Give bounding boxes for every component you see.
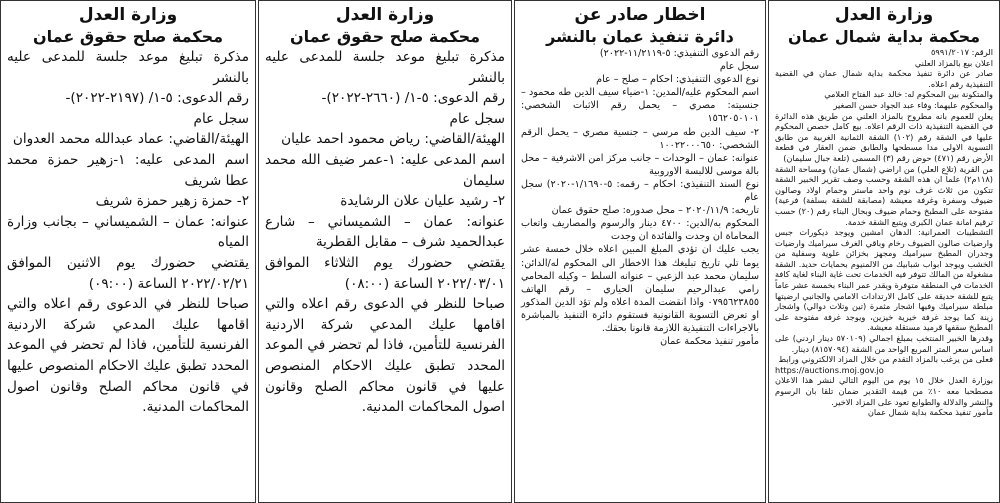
notice-line: ٢- سيف الدين طه مرسي – جنسية مصري – يحمل الرقم الشخصي: ١٠٠٢٢٠٠٠٦٥٠ <box>521 126 759 151</box>
notice-line: التشطيبات العمرانية: الدهان امشين ويوجد ديكورات جبس وارضيات صالون الضيوف رخام وباقي الغرف سيراميك وارضيات وجدران المطبخ سيراميك ومجهز بخزائن علوية وسفلية من الخشب ويوجد ابواب شبابيك من الالمنيوم بحمايات حديد. الشقة مشغولة من المالك تتوفر فيه الخدمات تحت غاية البناء لغاية كافة الخدمات في المنطقة متوفرة ويقدر عمر البناء بخمسة عشر عاماً يتبع للشقة حديقة على كامل الارتدادات الامامي والجانبي ارضيتها مبلطة سيراميك وفيها اشجار مثمرة (تين وتلات دوالي) واشجار زينة كما يوجد غرفة خيرية خيزين، ويوجد غرفة مفتوحة على المطبخ سقفها قرميد مستقلة معيشة. <box>775 227 993 333</box>
notice-line: اسم المحكوم عليه/المدين: ١-ضياء سيف الدين طه محمود – جنسيته: مصري – يحمل رقم الاثبات الشخصي: ١٥٦٢٠٥٠١٠١ <box>521 87 759 125</box>
notice-north-amman-auction <box>768 0 1000 503</box>
notice-line: المحكوم به/الدين: ٤٧٠٠ دينار والرسوم والمصاريف واتعاب المحاماة ان وجدت والفائدة ان وجدت <box>521 218 760 243</box>
notice-line: عنوانه: عمان – الوحدات – جانب مركز امن الاشرفية – محل بالة موسى للالبسة الاوروبية <box>521 152 759 177</box>
notice-heading: اعلان بيع بالمزاد العلني <box>914 57 993 68</box>
notice-title: وزارة العدل <box>834 5 934 25</box>
case-number: الرقم: ٥٩٩١/٢٠١٧ <box>931 47 993 57</box>
notice-line: سجل عام <box>449 110 505 127</box>
notice-line: سجل عام <box>719 61 759 73</box>
notice-line: سجل عام <box>193 110 249 127</box>
notice-line: مذكرة تبليغ موعد جلسة للمدعى عليه بالنشر <box>7 49 249 86</box>
notice-body <box>1 47 255 418</box>
notice-body <box>515 47 765 348</box>
judge-name: الهيئة/القاضي: رياض محمود احمد عليان <box>281 131 505 148</box>
notice-line: نوع السند التنفيذي: احكام – رقمه: ٥-١/١٦٩٠-٢٠٢٠) سجل عام <box>521 178 759 204</box>
hearing-date: يقتضي حضورك يوم الاثنين الموافق ٢٠٢٢/٠٢/٢١ الساعة (٠٩:٠٠) <box>7 254 249 292</box>
notice-subtitle: محكمة صلح حقوق عمان <box>32 27 224 46</box>
notice-line: بوزارة العدل خلال ١٥ يوم من اليوم التالي لنشر هذا الاعلان مصطحبا معه ١٠٪ من قيمة التقدير ضمان تلقا بان الرسوم والنشر والدلالة والطوابع تعود على المزاد الاخير. <box>775 375 993 407</box>
judge-name: الهيئة/القاضي: عماد عبدالله محمد العدوان <box>12 131 249 148</box>
notice-amman-magistrate-1 <box>258 0 512 503</box>
notice-line: والمتكونة بين المحكوم له: خالد عبد الفتاح العلامي <box>824 89 993 100</box>
notice-line: يعلن للعموم بانه مطروح بالمزاد العلني من طريق هذه الدائرة في القضية التنفيذية ذات الرقم اعلاه. بيع كامل حصص المحكوم عليها في الشقة رقم (١٠٢) الشقة الثمانية الغربية من طابق التسوية الاولى مدا مسطحها والطابق ضمن العقار في قطعة الأرض رقم (٤٧١) حوض رقم (٣) المسمى (تلعة جبال سليمان) <box>775 110 993 163</box>
notice-line: والمحكوم عليهما: وفاء عبد الجواد حسن الصغير <box>833 99 993 110</box>
notice-subtitle: محكمة بداية شمال عمان <box>788 27 980 46</box>
notice-line: صباحا للنظر في الدعوى رقم اعلاه والتي اقامها عليك المدعي شركة الاردنية الفرنسية للتأمين، فاذا لم تحضر في الموعد المحدد تطبق عليك الاحكام المنصوص عليها في قانون محاكم الصلح وقانون اصول المحاكمات المدنية. <box>265 296 505 416</box>
notice-amman-execution <box>514 0 766 503</box>
defendant-name: ٢- حمزة زهير حمزة شريف <box>95 193 249 210</box>
defendant-name: اسم المدعى عليه: ١-زهير حمزة محمد عطا شريف <box>7 151 249 189</box>
case-number: رقم الدعوى التنفيذي: ٥-١١/٢١١٩-٢٠٢٢) <box>599 48 759 59</box>
notice-line: صباحا للنظر في الدعوى رقم اعلاه والتي اقامها عليك المدعي شركة الاردنية الفرنسية للتأمين، فاذا لم تحضر في الموعد المحدد تطبق عليك الاحكام المنصوص عليها في قانون محاكم الصلح وقانون اصول المحاكمات المدنية. <box>7 296 249 416</box>
notice-signature: مأمور تنفيذ محكمة عمان <box>660 336 759 348</box>
notice-subtitle: دائرة تنفيذ عمان بالنشر <box>546 27 734 46</box>
defendant-name: ٢- رشيد عليان علان الرشايدة <box>340 193 505 210</box>
notice-line: صادر عن دائرة تنفيذ محكمة بداية شمال عمان في القضية التنفيذية رقم اعلاه. <box>775 68 993 89</box>
address: عنوانه: عمان – الشميساني – بجانب وزارة المياه <box>7 213 249 251</box>
auction-link[interactable]: https://auctions.moj.gov.jo <box>775 364 884 375</box>
notice-line: يجب عليك ان تؤدي المبلغ المبين اعلاه خلال خمسة عشر يوما تلي تاريخ تبليغك هذا الاخطار الى المحكوم له/الدائن: سليمان محمد عبد الزعبي – عنوانه السلط – وكيله المحامي رامي عبدالرحيم سليمان الحياري – رقم الهاتف ٠٧٩٥٦٢٣٨٥٥ واذا انقضت المدة اعلاه ولم تؤد الدين المذكور او تعرض التسوية القانونية فستقوم دائرة التنفيذ بالمباشرة بالاجراءات التنفيذية اللازمة قانونا بحقك. <box>521 244 759 334</box>
notice-line: تاريخه: ٢٠٢٠/١١/٩ – محل صدوره: صلح حقوق عمان <box>551 205 759 217</box>
notice-signature: مأمور تنفيذ محكمة بداية شمال عمان <box>867 407 993 418</box>
notice-line: مذكرة تبليغ موعد جلسة للمدعى عليه بالنشر <box>265 49 505 86</box>
notice-title: وزارة العدل <box>335 5 435 25</box>
notice-body <box>259 47 511 418</box>
notice-amman-magistrate-2 <box>0 0 256 503</box>
notice-subtitle: محكمة صلح حقوق عمان <box>289 27 481 46</box>
notice-title: اخطار صادر عن <box>574 5 706 25</box>
case-number: رقم الدعوى: ٥-١/ (٢٦٦٠-٢٠٢٢)- <box>321 90 505 107</box>
notice-title: وزارة العدل <box>78 5 178 25</box>
notice-line: وقدرها الخبير المنتخب بمبلغ اجمالي (٥٧٠١٠٩ دينار اردني) على اساس سعر المتر المربع الواحد من الشقة (٨١٥٧٠٩٤) دينار. <box>775 333 993 354</box>
notice-body <box>769 47 999 418</box>
notice-line: فعلى من يرغب بالمزاد التقدم من خلال المزاد الالكتروني ورابط <box>778 354 993 365</box>
defendant-name: اسم المدعى عليه: ١-عمر ضيف الله محمد سليمان <box>265 151 505 189</box>
notice-line: نوع الدعوى التنفيذي: احكام – صلح – عام <box>596 74 759 86</box>
notice-line: من القرية (تلاع العلي) من اراضي (شمال عمان) ومساحة الشقة (١١٨م٢) علماً ان هذه الشقة وحسب وصف تقرير الخبير الشقة تتكون من ثلاث غرف نوم واحد ماستر وحمام اولاد وصالون ضيوف وسفرة وغرفة معيشة (مصابقة للشقة بسلفة) فرعية) مفتوحة على المطبخ وحمام ضيوف وبحال البناء رقم (٢٠) حسب ترقيم امانة عمان الكبرى ويتبع الشقة خدمة. <box>775 163 994 227</box>
case-number: رقم الدعوى: ٥-١/ (٢١٩٧-٢٠٢٢)- <box>65 90 249 107</box>
hearing-date: يقتضي حضورك يوم الثلاثاء الموافق ٢٠٢٢/٠٣/٠١ الساعة (٠٨:٠٠) <box>265 254 505 292</box>
address: عنوانه: عمان – الشميساني – شارع عبدالحميد شرف – مقابل القطرية <box>265 213 505 251</box>
